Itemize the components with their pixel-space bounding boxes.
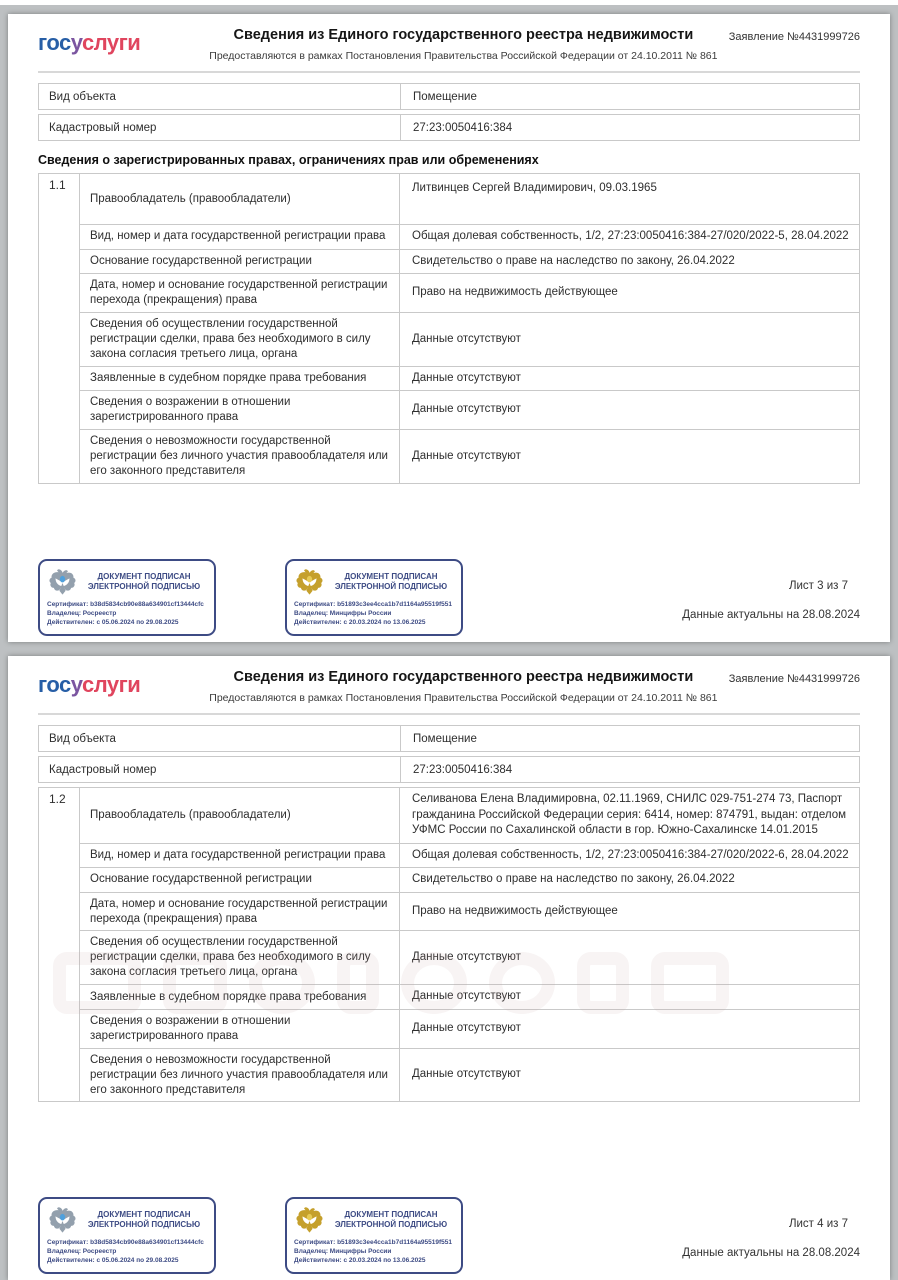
table-row <box>80 250 859 275</box>
row-label: Правообладатель (правообладатели) <box>80 788 400 843</box>
row-value: Право на недвижимость действующее <box>412 904 618 917</box>
signature-stamp-rosreestr <box>38 559 216 636</box>
row-value: Данные отсутствуют <box>412 990 521 1003</box>
row-label: Заявленные в судебном порядке права требования <box>80 985 400 1009</box>
application-number: Заявление №4431999726 <box>728 31 860 43</box>
rights-rows <box>80 788 859 1101</box>
table-row <box>80 893 859 932</box>
row-label: Сведения о возражении в отношении зарегистрированного права <box>80 391 400 429</box>
row-value: Общая долевая собственность, 1/2, 27:23:0050416:384-27/020/2022-6, 28.04.2022 <box>412 848 849 861</box>
row-label: Вид, номер и дата государственной регистрации права <box>80 844 400 868</box>
table-row <box>38 83 860 110</box>
stamp-certificate: Сертификат: b38d5834cb90e88a634901cf13444cfc <box>47 601 204 608</box>
rights-rows <box>80 174 859 483</box>
document-page-sheet-4 <box>8 656 890 1280</box>
row-value: Свидетельство о праве на наследство по закону, 26.04.2022 <box>412 254 735 267</box>
row-value: Селиванова Елена Владимировна, 02.11.1969, СНИЛС 029-751-274 73, Паспорт гражданина Российской Федерации серия: 6414, номер: 874791, выдан: отделом УФМС России по Сахалинской области в гор. Южно-Сахалинске 14.01.2015 <box>412 793 847 837</box>
document-subtitle: Предоставляются в рамках Постановления Правительства Российской Федерации от 24.10.2011 № 861 <box>209 692 718 704</box>
row-value: Данные отсутствуют <box>412 1068 521 1081</box>
row-label: Основание государственной регистрации <box>80 868 400 892</box>
record-number: 1.2 <box>39 788 80 1101</box>
document-header <box>38 656 860 715</box>
table-row <box>80 1049 859 1102</box>
stamp-certificate: Сертификат: b51893c3ee4cca1b7d1164a95519f551 <box>294 1239 453 1246</box>
document-header <box>38 14 860 73</box>
row-value: Данные отсутствуют <box>412 403 521 416</box>
row-label: Дата, номер и основание государственной регистрации перехода (прекращения) права <box>80 274 400 312</box>
row-value: Данные отсутствуют <box>412 332 521 345</box>
stamp-title: ДОКУМЕНТ ПОДПИСАН ЭЛЕКТРОННОЙ ПОДПИСЬЮ <box>87 571 201 591</box>
stamp-validity: Действителен: с 20.03.2024 по 13.06.2025 <box>294 619 426 627</box>
row-label: Сведения о возражении в отношении зарегистрированного права <box>80 1010 400 1048</box>
section-title: Сведения о зарегистрированных правах, ограничениях прав или обременениях <box>38 153 539 167</box>
stamp-validity: Действителен: с 20.03.2024 по 13.06.2025 <box>294 1257 426 1265</box>
stamp-details <box>294 1238 454 1265</box>
gosuslugi-logo <box>38 27 198 56</box>
signature-stamp-mintsifry <box>285 559 463 636</box>
rosreestr-eagle-icon <box>47 566 78 597</box>
row-label: Правообладатель (правообладатели) <box>80 174 400 224</box>
coat-of-arms-eagle-icon <box>294 566 325 597</box>
logo-text-gos: гос <box>38 672 71 697</box>
stamp-certificate: Сертификат: b38d5834cb90e88a634901cf13444cfc <box>47 1239 204 1246</box>
application-number: Заявление №4431999726 <box>728 673 860 685</box>
stamp-owner: Владелец: Росреестр <box>47 1248 117 1256</box>
table-row <box>80 367 859 392</box>
stamp-certificate: Сертификат: b51893c3ee4cca1b7d1164a95519f551 <box>294 601 453 608</box>
sheet-meta <box>682 559 860 621</box>
row-label: Заявленные в судебном порядке права требования <box>80 367 400 391</box>
stamp-details <box>47 600 207 627</box>
sheet-number: Лист 3 из 7 <box>788 580 848 592</box>
actuality-note: Данные актуальны на 28.08.2024 <box>682 1247 860 1259</box>
table-row <box>38 756 860 783</box>
stamp-owner: Владелец: Минцифры России <box>294 1248 392 1256</box>
row-value: Данные отсутствуют <box>412 951 521 964</box>
stamp-validity: Действителен: с 05.06.2024 по 29.08.2025 <box>47 1257 179 1265</box>
row-value: Общая долевая собственность, 1/2, 27:23:0050416:384-27/020/2022-5, 28.04.2022 <box>412 230 849 242</box>
gosuslugi-logo <box>38 669 198 698</box>
document-title: Сведения из Единого государственного реестра недвижимости <box>233 669 694 685</box>
document-title: Сведения из Единого государственного реестра недвижимости <box>233 27 694 43</box>
table-row <box>80 313 859 367</box>
object-info-table <box>38 725 860 783</box>
table-row <box>80 430 859 483</box>
table-row <box>80 985 859 1010</box>
table-row <box>80 868 859 893</box>
row-label: Сведения об осуществлении государственной регистрации сделки, права без необходимого в силу закона согласия третьего лица, органа <box>80 313 400 366</box>
object-kind-label: Вид объекта <box>39 84 401 109</box>
object-kind-value: Помещение <box>413 90 477 103</box>
table-row <box>80 274 859 313</box>
page-footer <box>38 1197 860 1274</box>
signature-stamp-rosreestr <box>38 1197 216 1274</box>
page-footer <box>38 559 860 636</box>
cadastral-number-value: 27:23:0050416:384 <box>413 121 513 134</box>
header-title-block <box>198 669 729 704</box>
table-row <box>80 788 859 844</box>
row-label: Основание государственной регистрации <box>80 250 400 274</box>
row-label: Вид, номер и дата государственной регистрации права <box>80 225 400 249</box>
rights-table <box>38 173 860 484</box>
stamp-details <box>294 600 454 627</box>
document-subtitle: Предоставляются в рамках Постановления Правительства Российской Федерации от 24.10.2011 № 861 <box>209 50 718 62</box>
row-value: Литвинцев Сергей Владимирович, 09.03.1965 <box>412 182 657 194</box>
object-kind-value: Помещение <box>413 732 477 745</box>
screenshot-top-strip <box>0 0 898 5</box>
object-info-table <box>38 83 860 141</box>
cadastral-number-label: Кадастровый номер <box>39 115 401 140</box>
cadastral-number-label: Кадастровый номер <box>39 757 401 782</box>
record-number: 1.1 <box>39 174 80 483</box>
object-kind-label: Вид объекта <box>39 726 401 751</box>
stamp-title: ДОКУМЕНТ ПОДПИСАН ЭЛЕКТРОННОЙ ПОДПИСЬЮ <box>87 1209 201 1229</box>
table-row <box>38 114 860 141</box>
stamp-validity: Действителен: с 05.06.2024 по 29.08.2025 <box>47 619 179 627</box>
row-value: Данные отсутствуют <box>412 1021 521 1034</box>
cadastral-number-value: 27:23:0050416:384 <box>413 763 513 776</box>
table-row <box>80 225 859 250</box>
row-value: Право на недвижимость действующее <box>412 286 618 299</box>
row-value: Свидетельство о праве на наследство по закону, 26.04.2022 <box>412 873 735 886</box>
logo-text-gos: гос <box>38 30 71 55</box>
row-value: Данные отсутствуют <box>412 371 521 384</box>
row-value: Данные отсутствуют <box>412 449 521 462</box>
table-row <box>80 931 859 985</box>
rosreestr-eagle-icon <box>47 1204 78 1235</box>
table-row <box>80 1010 859 1049</box>
stamp-owner: Владелец: Минцифры России <box>294 610 392 618</box>
logo-text-slugi: слуги <box>81 30 141 55</box>
stamp-owner: Владелец: Росреестр <box>47 610 117 618</box>
sheet-number: Лист 4 из 7 <box>788 1218 848 1230</box>
header-title-block <box>198 27 729 62</box>
document-page-sheet-3 <box>8 14 890 642</box>
stamp-details <box>47 1238 207 1265</box>
actuality-note: Данные актуальны на 28.08.2024 <box>682 609 860 621</box>
stamp-title: ДОКУМЕНТ ПОДПИСАН ЭЛЕКТРОННОЙ ПОДПИСЬЮ <box>334 1209 448 1229</box>
signature-stamp-mintsifry <box>285 1197 463 1274</box>
row-label: Сведения о невозможности государственной регистрации без личного участия правообладателя или его законного представителя <box>80 430 400 483</box>
table-row <box>80 844 859 869</box>
rights-table <box>38 787 860 1102</box>
logo-text-u: у <box>70 672 82 697</box>
stamp-title: ДОКУМЕНТ ПОДПИСАН ЭЛЕКТРОННОЙ ПОДПИСЬЮ <box>334 571 448 591</box>
sheet-meta <box>682 1197 860 1259</box>
logo-text-u: у <box>70 30 82 55</box>
row-label: Сведения об осуществлении государственной регистрации сделки, права без необходимого в силу закона согласия третьего лица, органа <box>80 931 400 984</box>
row-label: Сведения о невозможности государственной регистрации без личного участия правообладателя или его законного представителя <box>80 1049 400 1102</box>
coat-of-arms-eagle-icon <box>294 1204 325 1235</box>
logo-text-slugi: слуги <box>81 672 141 697</box>
table-row <box>38 725 860 752</box>
row-label: Дата, номер и основание государственной регистрации перехода (прекращения) права <box>80 893 400 931</box>
table-row <box>80 391 859 430</box>
table-row <box>80 174 859 225</box>
